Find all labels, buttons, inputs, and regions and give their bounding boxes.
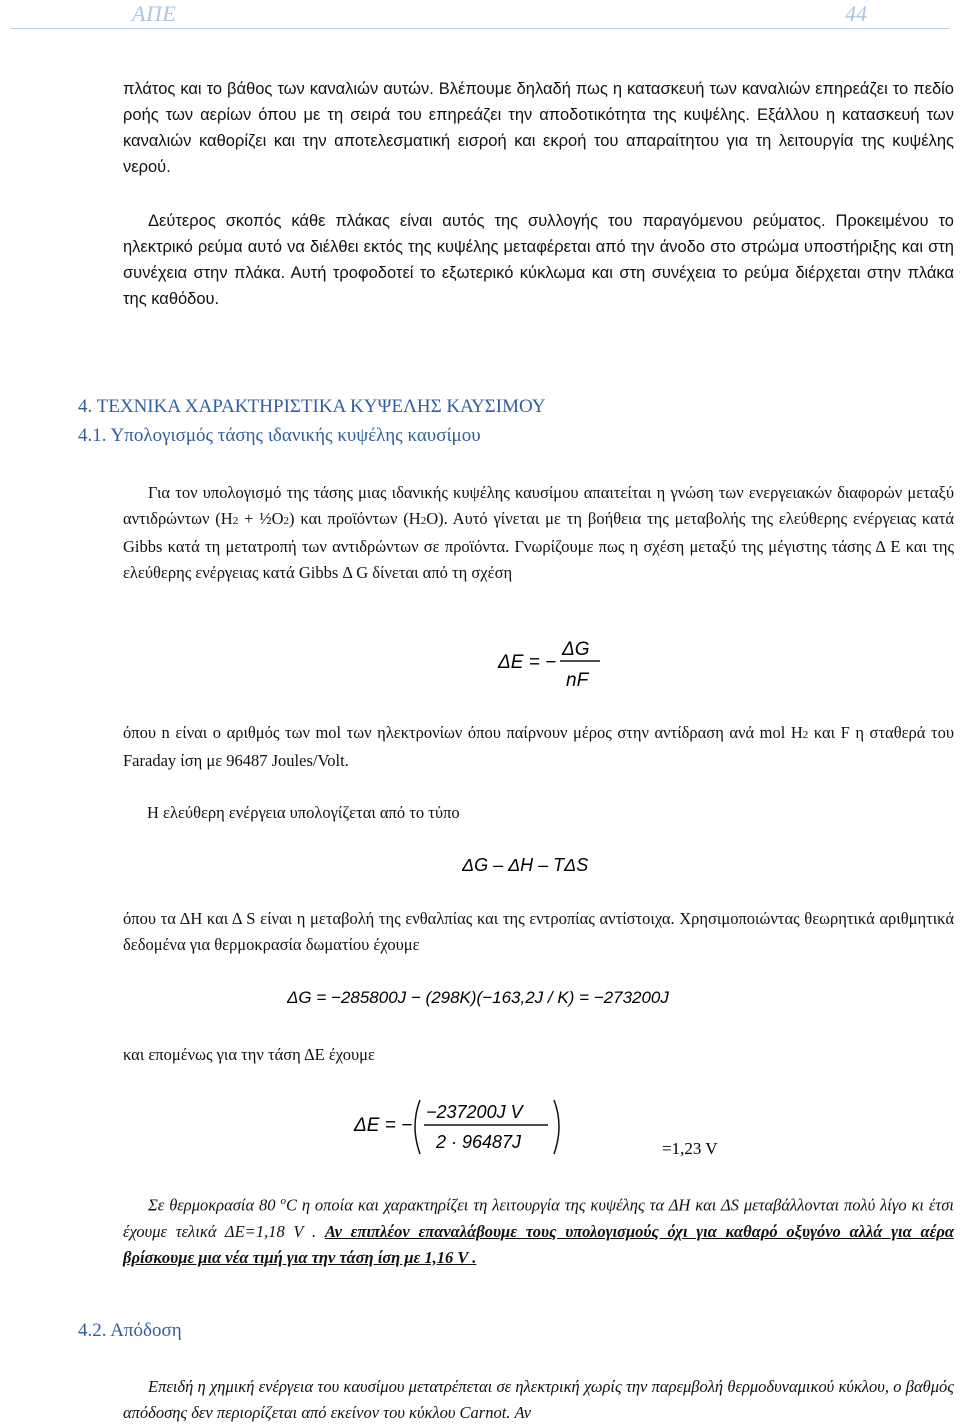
equation-numerator: −237200J V (426, 1102, 523, 1122)
header-title: ΑΠΕ (132, 1, 177, 26)
equation-free-energy (462, 850, 632, 885)
equation-gibbs-value (287, 982, 757, 1017)
paragraph-free-energy: H ελεύθερη ενέργεια υπολογίζεται από το τύπο (147, 803, 460, 822)
equation-voltage-value (352, 1094, 732, 1169)
paragraph-current-collection: Δεύτερος σκοπός κάθε πλάκας είναι αυτός της συλλογής του παραγόμενου ρεύματος. Προκειμένου το ηλεκτρικό ρεύμα αυτό να διέλθει εκτός της κυψέλης μεταφέρεται από την άνοδο στο στρώμα υποστήριξης και στη συνέχεια στην πλάκα. Αυτή τροφοδοτεί το εξωτερικό κύκλωμα και στη συνέχεια το ρεύμα διέρχεται στην πλάκα της καθόδου. (123, 212, 954, 308)
page-header (0, 0, 960, 30)
equation-denominator: 2 · 96487J (436, 1132, 522, 1152)
section-heading-4: 4. ΤΕΧΝΙΚΑ ΧΑΡΑΚΤΗΡΙΣΤΙΚΑ ΚΥΨΕΛΗΣ ΚΑΥΣΙΜΟΥ (78, 396, 546, 417)
section-heading-4-2: 4.2. Απόδοση (78, 1320, 182, 1341)
paragraph-channels: πλάτος και το βάθος των καναλιών αυτών. Βλέπουμε δηλαδή πως η κατασκευή των καναλιών επηρεάζει το πεδίο ροής των αερίων όπου με τη σειρά του επηρεάζει την αποδοτικότητα της κυψέλης. Εξάλλου η κατασκευή των καναλιών καθορίζει και την αποτελεσματική εισροή και εκροή του απαραίτητου για τη λειτουργία της κυψέλης νερού. (123, 80, 954, 176)
equation-result: =1,23 V (662, 1139, 718, 1158)
equation-numerator: ΔG (562, 639, 590, 660)
paragraph-enthalpy-entropy: όπου τα ΔH και Δ S είναι η μεταβολή της ενθαλπίας και της εντροπίας αντίστοιχα. Χρησιμοποιώντας θεωρητικά αριθμητικά δεδομένα για θερμοκρασία δωματίου έχουμε (123, 909, 954, 954)
equation-lhs: ΔE = − (498, 652, 557, 673)
header-rule (10, 28, 950, 29)
page-number: 44 (845, 1, 867, 26)
paragraph-80c: Σε θερμοκρασία 80 $^o$C η οποία και χαρακτηρίζει τη λειτουργία της κυψέλης τα ΔH και ΔS μεταβάλλονται πολύ λίγο κι έτσι έχουμε τελικά ΔE=1,18 V . Αν επιπλέον επαναλάβουμε τους υπολογισμούς όχι για καθαρό οξυγόνο αλλά για αέρα βρίσκουμε μια νέα τιμή για την τάση ίση με 1,16 V . (123, 1195, 954, 1267)
equation-lhs: ΔE = − (354, 1115, 413, 1136)
paragraph-voltage-intro: και επομένως για την τάση ΔE έχουμε (123, 1045, 375, 1064)
paragraph-gibbs: Για τον υπολογισμό της τάσης μιας ιδανικής κυψέλης καυσίμου απαιτείται η γνώση των ενεργειακών διαφορών μεταξύ αντιδρώντων (H2 + ½O2) και προϊόντων (H2O). Αυτό γίνεται με τη βοήθεια της μεταβολής της ελεύθερης ενέργειας κατά Gibbs κατά τη μετατροπή των αντιδρώντων σε προϊόντα. Γνωρίζουμε πως η σχέση μεταξύ της μέγιστης τάσης Δ E και της ελεύθερης ενέργειας κατά Gibbs Δ G δίνεται από τη σχέση (123, 483, 954, 582)
paragraph-efficiency: Επειδή η χημική ενέργεια του καυσίμου μετατρέπεται σε ηλεκτρική χωρίς την παρεμβολή θερμοδυναμικού κύκλου, ο βαθμός απόδοσης δεν περιορίζεται από εκείνον του κύκλου Carnot. Αν (123, 1377, 954, 1422)
section-heading-4-1: 4.1. Υπολογισμός τάσης ιδανικής κυψέλης καυσίμου (78, 425, 481, 446)
equation-text: ΔG = −285800J − (298K)(−163,2J / K) = −273200J (287, 988, 669, 1007)
equation-text: ΔG – ΔH – TΔS (462, 855, 589, 875)
equation-denominator: nF (566, 670, 589, 691)
paragraph-n-definition: όπου n είναι ο αριθμός των mol των ηλεκτρονίων όπου παίρνουν μέρος στην αντίδραση ανά mol H2 και F η σταθερά του Faraday ίση με 96487 Joules/Volt. (123, 723, 954, 770)
equation-voltage-gibbs (496, 634, 606, 699)
